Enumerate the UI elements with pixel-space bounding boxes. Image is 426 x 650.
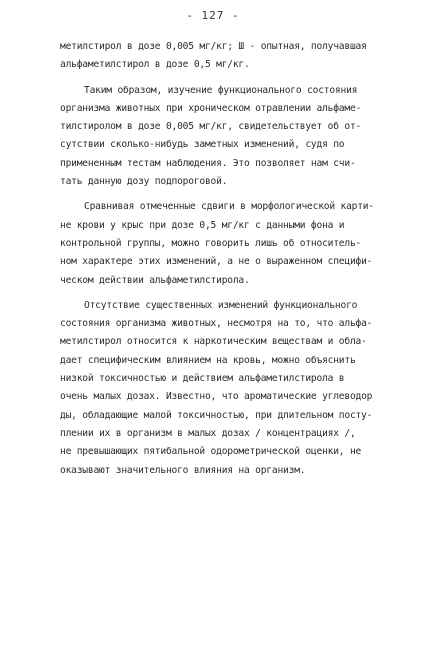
text-line: плении их в организм в малых дозах / концентрациях /, (60, 427, 356, 439)
text-line: тилстиролом в дозе 0,005 мг/кг, свидетельствует об от- (60, 121, 362, 133)
text-line: метилстирол относится к наркотическим веществам и обла- (60, 336, 367, 348)
paragraph (60, 82, 400, 192)
text-line: ном характере этих изменений, а не о выраженном специфи- (60, 256, 373, 268)
text-line: метилстирол в дозе 0,005 мг/кг; Ш - опытная, получавшая (60, 41, 367, 52)
body-text (60, 38, 400, 480)
text-line: организма животных при хроническом отравлении альфаме- (60, 102, 362, 114)
text-line: оказывают значительного влияния на организм. (60, 464, 306, 476)
page-number: - 127 - (186, 9, 240, 22)
text-line: Таким образом, изучение функционального состояния (84, 84, 358, 96)
text-line: Сравнивая отмеченные сдвиги в морфологической карти- (84, 201, 374, 213)
text-line: тать данную дозу подпороговой. (60, 176, 228, 188)
text-line: альфаметилстирол в дозе 0,5 мг/кг. (60, 59, 250, 71)
text-line: не крови у крыс при дозе 0,5 мг/кг с данными фона и (60, 219, 345, 231)
paragraph (60, 297, 400, 480)
text-line: ческом действии альфаметилстирола. (60, 274, 250, 286)
text-line: низкой токсичностью и действием альфаметилстирола в (60, 373, 345, 385)
text-line: примененным тестам наблюдения. Это позволяет нам счи- (60, 157, 356, 169)
paragraph (60, 38, 400, 75)
text-line: ды, обладающие малой токсичностью, при длительном посту- (60, 409, 373, 421)
text-line: состояния организма животных, несмотря на то, что альфа- (60, 318, 373, 330)
text-line: очень малых дозах. Известно, что ароматические углеводор (60, 391, 373, 403)
text-line: не превышающих пятибальной одорометрической оценки, не (60, 446, 362, 458)
text-line: Отсутствие существенных изменений функционального (84, 299, 358, 311)
text-line: сутствии сколько-нибудь заметных изменений, судя по (60, 139, 345, 151)
text-line: дает специфическим влиянием на кровь, можно объяснить (60, 354, 356, 366)
paragraph (60, 198, 400, 289)
text-line: контрольной группы, можно говорить лишь об относитель- (60, 237, 362, 249)
